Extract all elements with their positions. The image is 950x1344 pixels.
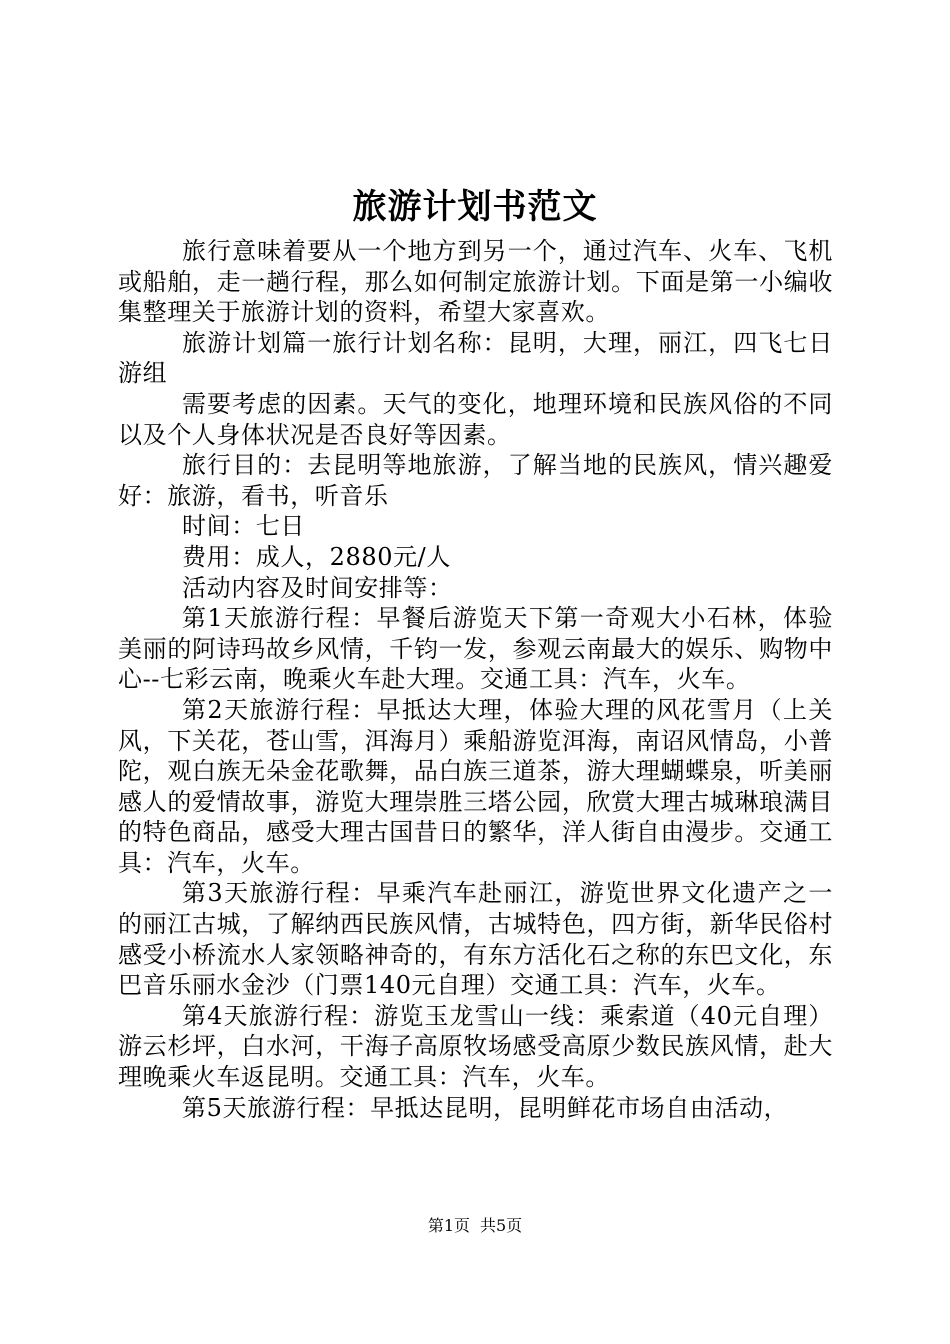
paragraph-day-3: 第3天旅游行程：早乘汽车赴丽江，游览世界文化遗产之一的丽江古城，了解纳西民族风情，古城特色，四方街，新华民俗村感受小桥流水人家领略神奇的，有东方活化石之称的东巴文化，东巴音乐丽水金沙（门票140元自理）交通工具：汽车，火车。: [118, 879, 833, 1000]
paragraph-time: 时间：七日: [182, 512, 305, 541]
document-title: 旅游计划书范文: [352, 187, 598, 227]
page-total: 共5页: [480, 1216, 523, 1235]
paragraph-purpose: 旅行目的：去昆明等地旅游，了解当地的民族风，情兴趣爱好：旅游，看书，听音乐: [118, 451, 833, 510]
paragraph-day-2: 第2天旅游行程：早抵达大理，体验大理的风花雪月（上关风，下关花，苍山雪，洱海月）乘船游览洱海，南诏风情岛，小普陀，观白族无朵金花歌舞，品白族三道茶，游大理蝴蝶泉，听美丽感人的爱情故事，游览大理崇胜三塔公园，欣赏大理古城琳琅满目的特色商品，感受大理古国昔日的繁华，洋人街自由漫步。交通工具：汽车，火车。: [118, 695, 833, 877]
paragraph-schedule-heading: 活动内容及时间安排等：: [182, 573, 453, 602]
page-footer: [0, 1215, 950, 1237]
paragraph-cost: 费用：成人，2880元/人: [182, 542, 451, 571]
paragraph-day-1: 第1天旅游行程：早餐后游览天下第一奇观大小石林，体验美丽的阿诗玛故乡风情，千钧一发，参观云南最大的娱乐、购物中心--七彩云南，晚乘火车赴大理。交通工具：汽车，火车。: [118, 604, 833, 694]
paragraph-plan-name: 旅游计划篇一旅行计划名称：昆明，大理，丽江，四飞七日游组: [118, 328, 833, 388]
page-number: 第1页: [427, 1216, 470, 1235]
paragraph-intro: 旅行意味着要从一个地方到另一个，通过汽车、火车、飞机或船舶，走一趟行程，那么如何制定旅游计划。下面是第一小编收集整理关于旅游计划的资料，希望大家喜欢。: [118, 237, 833, 327]
paragraph-day-5: 第5天旅游行程：早抵达昆明，昆明鲜花市场自由活动，: [182, 1093, 789, 1122]
paragraph-day-4: 第4天旅游行程：游览玉龙雪山一线：乘索道（40元自理）游云杉坪，白水河，干海子高原牧场感受高原少数民族风情，赴大理晚乘火车返昆明。交通工具：汽车，火车。: [118, 1001, 833, 1092]
document-body: [118, 236, 833, 1123]
paragraph-factors: 需要考虑的因素。天气的变化，地理环境和民族风俗的不同以及个人身体状况是否良好等因素。: [118, 389, 833, 449]
